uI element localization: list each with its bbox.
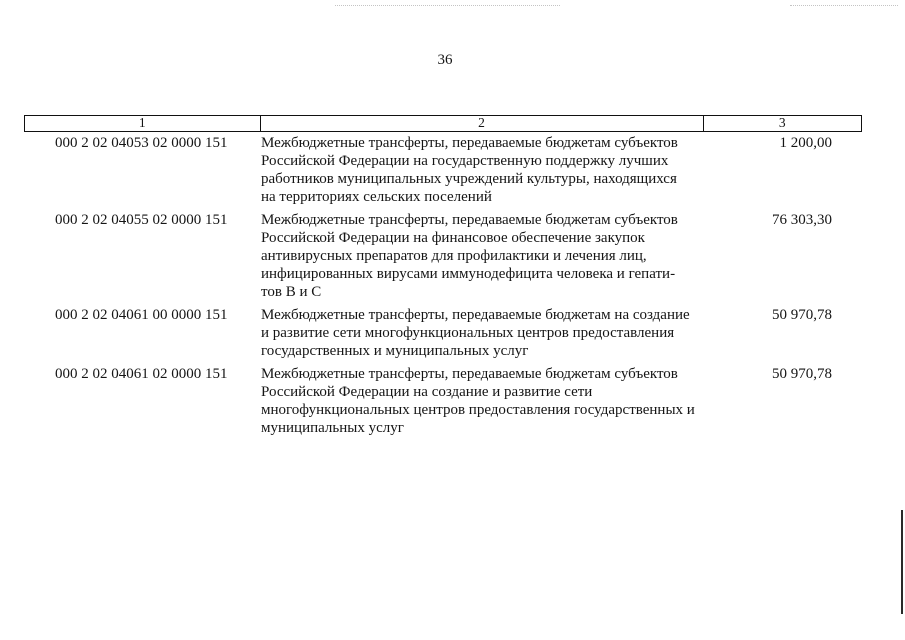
description-line: работников муниципальных учреждений культуры, находящихся xyxy=(261,171,677,187)
description-line: и развитие сети многофункциональных центров предоставления xyxy=(261,325,675,341)
table-header xyxy=(24,115,862,132)
table-row xyxy=(24,306,862,360)
description-line: Межбюджетные трансферты, передаваемые бюджетам на создание xyxy=(261,307,690,323)
description-line: Межбюджетные трансферты, передаваемые бюджетам субъектов xyxy=(261,366,678,382)
amount-cell: 50 970,78 xyxy=(772,307,832,323)
description-line: Российской Федерации на создание и развитие сети xyxy=(261,384,593,400)
header-column-1: 1 xyxy=(138,115,146,130)
description-line: Российской Федерации на государственную поддержку лучших xyxy=(261,153,669,169)
description-cell xyxy=(260,365,703,437)
budget-code: 000 2 02 04055 02 0000 151 xyxy=(55,212,228,228)
budget-code: 000 2 02 04061 00 0000 151 xyxy=(55,307,228,323)
description-line: тов В и С xyxy=(261,284,322,300)
description-line: антивирусных препаратов для профилактики и лечения лиц, xyxy=(261,248,647,264)
description-line: муниципальных услуг xyxy=(261,420,404,436)
table-row xyxy=(24,211,862,301)
description-line: многофункциональных центров предоставления государственных и xyxy=(261,402,695,418)
description-cell xyxy=(260,134,703,206)
amount-cell: 50 970,78 xyxy=(772,366,832,382)
header-column-3: 3 xyxy=(703,116,862,131)
scan-noise-top xyxy=(335,5,560,6)
description-line: Российской Федерации на финансовое обеспечение закупок xyxy=(261,230,645,246)
table-row xyxy=(24,134,862,206)
budget-code: 000 2 02 04053 02 0000 151 xyxy=(55,135,228,151)
description-cell xyxy=(260,306,703,360)
description-line: на территориях сельских поселений xyxy=(261,189,492,205)
budget-code: 000 2 02 04061 02 0000 151 xyxy=(55,366,228,382)
description-cell xyxy=(260,211,703,301)
header-column-2: 2 xyxy=(260,116,703,131)
scan-noise-top-right xyxy=(790,5,898,6)
description-line: Межбюджетные трансферты, передаваемые бюджетам субъектов xyxy=(261,135,678,151)
amount-cell: 1 200,00 xyxy=(779,135,832,151)
scan-edge-line xyxy=(901,510,903,614)
description-line: государственных и муниципальных услуг xyxy=(261,343,529,359)
description-line: Межбюджетные трансферты, передаваемые бюджетам субъектов xyxy=(261,212,678,228)
page-number: 36 xyxy=(437,52,453,68)
amount-cell: 76 303,30 xyxy=(772,212,832,228)
table-body xyxy=(24,134,862,442)
table-row xyxy=(24,365,862,437)
description-line: инфицированных вирусами иммунодефицита человека и гепати- xyxy=(261,266,676,282)
